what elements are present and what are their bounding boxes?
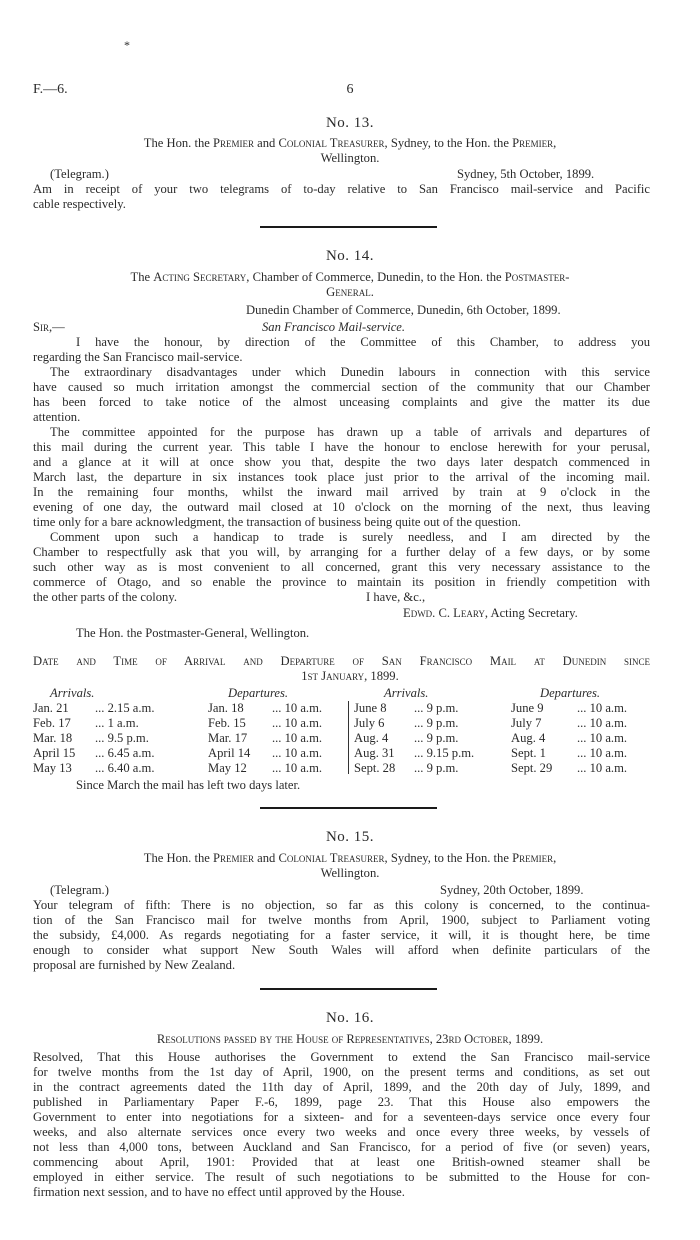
item-15-body-line: the subsidy, £4,000. As regards negotiating for a faster service, it will, it is thought here, be time [33, 928, 650, 942]
item-14-signature: Edwd. C. Leary, Acting Secretary. [403, 606, 578, 620]
item-16-body-line: weeks, and also alternate services once every two weeks and once every three weeks, by vessels of [33, 1125, 650, 1139]
table-cell: ... 1 a.m. [95, 716, 139, 730]
item-15-telegram-label: (Telegram.) [50, 883, 109, 897]
item-15-body-line: proposal are furnished by New Zealand. [33, 958, 236, 972]
item-14-dateline: Dunedin Chamber of Commerce, Dunedin, 6th October, 1899. [246, 303, 561, 317]
table-cell: ... 10 a.m. [577, 761, 628, 775]
table-cell: ... 10 a.m. [272, 761, 323, 775]
table-cell: ... 10 a.m. [272, 716, 323, 730]
table-cell: Jan. 21 [33, 701, 69, 715]
item-13-number: No. 13. [325, 115, 375, 131]
table-cell: Feb. 15 [208, 716, 246, 730]
item-16-body-line: firmation next session, and to have no effect until approved by the House. [33, 1185, 405, 1199]
table-cell: ... 10 a.m. [577, 716, 628, 730]
item-14-body-line: evening of one day, the outward mail closed at 10 o'clock on the morning of the next, thus leaving [33, 500, 650, 514]
item-16-body-line: Resolved, That this House authorises the Government to extend the San Francisco mail-service [33, 1050, 650, 1064]
item-16-body-line: in the contract agreements dated the 11th day of April, 1899, and the 20th day of July, 1899, and [33, 1080, 650, 1094]
table-header: Arrivals. [384, 686, 429, 700]
table-cell: ... 6.45 a.m. [95, 746, 155, 760]
table-cell: May 13 [33, 761, 72, 775]
item-14-body-line: Comment upon such a handicap to trade is surely needless, and I am directed by the [50, 530, 650, 544]
item-14-body-line: The extraordinary disadvantages under which Dunedin labours in connection with this service [50, 365, 650, 379]
table-cell: Sept. 28 [354, 761, 396, 775]
item-15-dateline: Sydney, 20th October, 1899. [440, 883, 584, 897]
table-cell: ... 10 a.m. [577, 746, 628, 760]
table-cell: April 15 [33, 746, 76, 760]
item-16-body-line: for twelve months from the 1st day of April, 1900, on the present terms and conditions, as set out [33, 1065, 650, 1079]
item-16-body-line: employed in either service. The result of such negotiations to be submitted to the House for con- [33, 1170, 650, 1184]
table-cell: Sept. 1 [511, 746, 546, 760]
item-14-body-line: and a glance at it will at once show you that, despite the two days later despatch commenced in [33, 455, 650, 469]
table-header: Arrivals. [50, 686, 95, 700]
item-15-address-line2: Wellington. [320, 866, 380, 880]
item-14-body-line: In the remaining four months, whilst the inward mail arrived by train at 9 o'clock in the [33, 485, 650, 499]
item-15-address-line1: The Hon. the Premier and Colonial Treasurer, Sydney, to the Hon. the Premier, [143, 851, 557, 865]
table-cell: Feb. 17 [33, 716, 71, 730]
item-14-body-line: this mail during the current year. This table I have the honour to enclose herewith for your perusal, [33, 440, 650, 454]
table-cell: May 12 [208, 761, 247, 775]
section-divider [260, 807, 437, 809]
item-14-body-line: time only for a bare acknowledgment, the transaction of business being quite out of the question. [33, 515, 521, 529]
item-16-title: Resolutions passed by the House of Representatives, 23rd October, 1899. [156, 1032, 544, 1046]
table-cell: ... 10 a.m. [577, 701, 628, 715]
item-15-body-line: enough to consider what support New South Wales will afford when definite particulars of the [33, 943, 650, 957]
section-divider [260, 226, 437, 228]
table-header: Departures. [540, 686, 601, 700]
item-14-body-line: attention. [33, 410, 81, 424]
item-15-body-line: Your telegram of fifth: There is no objection, so far as this colony is concerned, to the continua- [33, 898, 650, 912]
item-15-body-line: tion of the San Francisco mail for twelve months from April, 1900, subject to Parliament voting [33, 913, 650, 927]
table-cell: ... 6.40 a.m. [95, 761, 155, 775]
item-13-dateline: Sydney, 5th October, 1899. [457, 167, 595, 181]
page-mark: * [124, 38, 130, 52]
table-cell: ... 9 p.m. [414, 731, 459, 745]
item-14-body-line: The committee appointed for the purpose has drawn up a table of arrivals and departures of [50, 425, 650, 439]
page-number: 6 [346, 82, 354, 97]
item-14-body-line: has been forced to take notice of the almost unceasing complaints and give the matter its due [33, 395, 650, 409]
table-cell: July 7 [511, 716, 542, 730]
table-cell: Aug. 4 [511, 731, 546, 745]
item-14-closing: I have, &c., [366, 590, 426, 604]
table-cell: June 8 [354, 701, 387, 715]
table-title-line2: 1st January, 1899. [301, 669, 399, 683]
section-divider [260, 988, 437, 990]
item-14-address-line1: The Acting Secretary, Chamber of Commerce, Dunedin, to the Hon. the Postmaster- [130, 270, 570, 284]
item-13-address-line1: The Hon. the Premier and Colonial Treasurer, Sydney, to the Hon. the Premier, [143, 136, 557, 150]
item-14-body-line: commerce of Otago, and so enable the province to maintain its position in friendly competition with [33, 575, 650, 589]
item-13-telegram-label: (Telegram.) [50, 167, 109, 181]
item-13-body-line: cable respectively. [33, 197, 126, 211]
table-cell: ... 9.5 p.m. [95, 731, 149, 745]
table-cell: ... 9 p.m. [414, 761, 459, 775]
table-title-line1: Date and Time of Arrival and Departure of San Francisco Mail at Dunedin since [33, 654, 650, 668]
item-14-salutation: Sir,— [33, 320, 65, 334]
table-cell: ... 10 a.m. [272, 731, 323, 745]
item-14-body-line: I have the honour, by direction of the Committee of this Chamber, to address you [76, 335, 650, 349]
table-cell: ... 10 a.m. [577, 731, 628, 745]
item-16-body-line: Government to enter into negotiations for a sixteen- and for a seventeen-days service once every four [33, 1110, 650, 1124]
table-column-divider [348, 701, 349, 774]
table-cell: Aug. 31 [354, 746, 395, 760]
item-14-subject: San Francisco Mail-service. [262, 320, 406, 334]
item-15-number: No. 15. [325, 829, 375, 845]
table-cell: April 14 [208, 746, 251, 760]
item-14-body-line: the other parts of the colony. [33, 590, 177, 604]
table-cell: Jan. 18 [208, 701, 244, 715]
table-cell: ... 2.15 a.m. [95, 701, 155, 715]
table-cell: Mar. 18 [33, 731, 73, 745]
page-reference: F.—6. [33, 82, 68, 97]
item-16-body-line: commencing about April, 1901: Provided that at least one British-owned steamer shall be [33, 1155, 650, 1169]
item-13-body-line: Am in receipt of your two telegrams of to-day relative to San Francisco mail-service and Pacific [33, 182, 650, 196]
item-14-number: No. 14. [325, 248, 375, 264]
item-14-body-line: such other way as is most convenient to all concerned, grant this very necessary assistance to the [33, 560, 650, 574]
table-cell: ... 10 a.m. [272, 746, 323, 760]
table-cell: ... 9.15 p.m. [414, 746, 475, 760]
table-cell: June 9 [511, 701, 544, 715]
item-14-body-line: Chamber to respectfully ask that you will, by arranging for a further delay of a few days, or by some [33, 545, 650, 559]
item-14-body-line: March last, the departure in six instances took place just prior to the arrival of the incoming mail. [33, 470, 650, 484]
item-16-body-line: not less than 4,000 tons, between Auckland and San Francisco, for a period of five (or seven) years, [33, 1140, 650, 1154]
item-14-address-line2: General. [326, 285, 374, 299]
table-cell: Aug. 4 [354, 731, 389, 745]
item-16-body-line: published in Parliamentary Paper F.-6, 1899, page 23. That this House also empowers the [33, 1095, 650, 1109]
item-14-addressee: The Hon. the Postmaster-General, Wellington. [76, 626, 310, 640]
table-header: Departures. [228, 686, 289, 700]
table-cell: Mar. 17 [208, 731, 248, 745]
item-13-address-line2: Wellington. [320, 151, 380, 165]
table-cell: July 6 [354, 716, 385, 730]
mail-schedule-table [0, 686, 700, 775]
table-cell: ... 9 p.m. [414, 701, 459, 715]
item-14-body-line: regarding the San Francisco mail-service. [33, 350, 243, 364]
table-cell: ... 10 a.m. [272, 701, 323, 715]
table-cell: ... 9 p.m. [414, 716, 459, 730]
item-16-number: No. 16. [325, 1010, 375, 1026]
table-cell: Sept. 29 [511, 761, 553, 775]
table-note: Since March the mail has left two days later. [76, 778, 301, 792]
item-14-body-line: have caused so much irritation amongst the commercial section of the community that our Chamber [33, 380, 650, 394]
